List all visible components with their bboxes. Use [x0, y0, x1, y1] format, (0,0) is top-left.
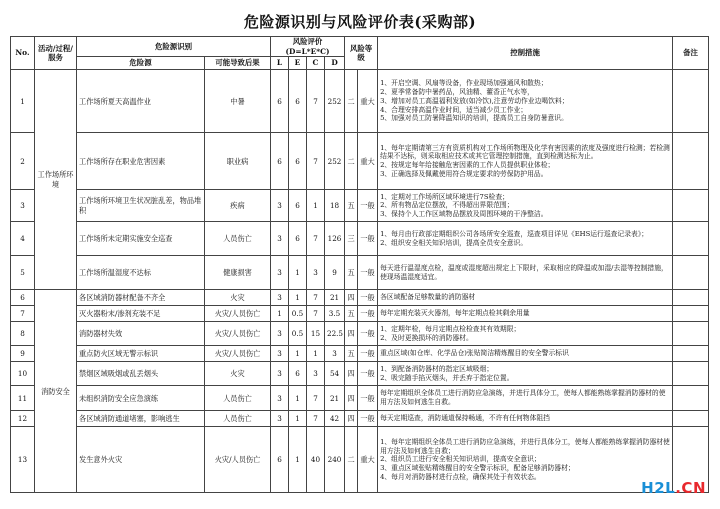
- control-measures: [378, 133, 673, 190]
- row-number: 6: [11, 290, 35, 306]
- hazard-cell: 禁烟区域吸烟或乱丢烟头: [77, 362, 205, 386]
- risk-level: 一般: [358, 290, 378, 306]
- risk-grade: 五: [345, 190, 358, 222]
- D-value: 3.5: [325, 306, 345, 322]
- table-row: [11, 256, 709, 290]
- L-value: 3: [271, 386, 289, 411]
- risk-level: 重大: [358, 133, 378, 190]
- control-line: 3、重点区域张贴精练醒目的安全警示标识，配备足够消防器材；: [380, 464, 575, 473]
- C-value: 7: [307, 290, 325, 306]
- risk-level: 重大: [358, 70, 378, 133]
- C-value: 3: [307, 362, 325, 386]
- control-line: 1、每年定期组织全体员工进行消防应急演练，并进行具体分工，使每人都能熟练掌握消防器材使用方法及如何逃生自救；: [380, 437, 670, 455]
- col-no-header: No.: [11, 37, 35, 70]
- E-value: 1: [289, 386, 307, 411]
- note-cell: [673, 322, 709, 346]
- row-number: 11: [11, 386, 35, 411]
- table-row: [11, 322, 709, 346]
- hazard-cell: 灭火器粉末/渗剂充装不足: [77, 306, 205, 322]
- watermark-logo: H2L.CN: [641, 479, 706, 497]
- control-line: 1、定期对工作场所区域环境进行7S检查；: [380, 192, 509, 201]
- L-value: 3: [271, 290, 289, 306]
- col-E-header: E: [289, 57, 307, 70]
- L-value: 3: [271, 346, 289, 362]
- hazard-cell: 消防器材失效: [77, 322, 205, 346]
- control-line: 1、每年定期请第三方有资质机构对工作场所物理及化学有害因素的浓度及强度进行检测；若检测结果不达标，则采取相应技术或其它管理控制措施，直到检测达标为止。: [380, 143, 670, 161]
- consequence-cell: 职业病: [205, 133, 271, 190]
- control-line: 4、合理安排高温作业时间，适当减少员工作业；: [380, 105, 528, 114]
- row-number: 5: [11, 256, 35, 290]
- L-value: 3: [271, 222, 289, 256]
- E-value: 1: [289, 290, 307, 306]
- risk-grade: 四: [345, 411, 358, 427]
- note-cell: [673, 346, 709, 362]
- E-value: 0.5: [289, 322, 307, 346]
- col-hazard-header: 危险源: [77, 57, 205, 70]
- hazard-cell: 工作场所环境卫生状况脏乱差，物品堆积: [77, 190, 205, 222]
- row-number: 8: [11, 322, 35, 346]
- consequence-cell: 疾病: [205, 190, 271, 222]
- note-cell: [673, 190, 709, 222]
- risk-level: 一般: [358, 386, 378, 411]
- table-row: [11, 346, 709, 362]
- risk-grade: 二: [345, 133, 358, 190]
- control-line: 5、加强对员工防暑降温知识的培训，提高员工自身防暑意识。: [380, 114, 568, 123]
- control-measures: [378, 190, 673, 222]
- L-value: 3: [271, 411, 289, 427]
- control-line: 每年定期充装灭火器剂，每年定期点检其剩余用量: [380, 309, 530, 318]
- risk-grade: 三: [345, 222, 358, 256]
- hazard-cell: 工作场所存在职业危害因素: [77, 133, 205, 190]
- table-row: [11, 70, 709, 133]
- consequence-cell: 火灾: [205, 362, 271, 386]
- control-measures: [378, 222, 673, 256]
- note-cell: [673, 133, 709, 190]
- row-number: 2: [11, 133, 35, 190]
- control-measures: [378, 256, 673, 290]
- table-row: [11, 190, 709, 222]
- col-activity-header: 活动/过程/服务: [35, 37, 77, 70]
- control-measures: [378, 290, 673, 306]
- control-line: 4、每月对消防器材进行点检，确保其处于有效状态。: [380, 472, 541, 481]
- control-line: 2、及时更换损坏的消防器材。: [380, 333, 473, 342]
- row-number: 4: [11, 222, 35, 256]
- control-line: 3、增加对员工高温福利发放(如冷饮),注意劳动作业边喝饮料；: [380, 96, 569, 105]
- risk-table-body: [11, 70, 709, 493]
- note-cell: [673, 306, 709, 322]
- hazard-cell: 工作场所温湿度不达标: [77, 256, 205, 290]
- E-value: 1: [289, 427, 307, 493]
- consequence-cell: 火灾/人员伤亡: [205, 306, 271, 322]
- row-number: 12: [11, 411, 35, 427]
- E-value: 1: [289, 346, 307, 362]
- D-value: 54: [325, 362, 345, 386]
- control-line: 重点区域(如仓库、化学品仓)张贴简洁精炼醒目的安全警示标识: [380, 349, 569, 358]
- E-value: 1: [289, 411, 307, 427]
- hazard-cell: 各区域消防器材配备不齐全: [77, 290, 205, 306]
- control-measures: [378, 322, 673, 346]
- risk-level: 一般: [358, 362, 378, 386]
- col-note-header: 备注: [673, 37, 709, 70]
- consequence-cell: 健康损害: [205, 256, 271, 290]
- control-line: 2、按规定每年给接触危害因素的工作人员提供职业体检；: [380, 161, 555, 170]
- E-value: 6: [289, 70, 307, 133]
- L-value: 1: [271, 306, 289, 322]
- control-measures: [378, 386, 673, 411]
- table-row: [11, 362, 709, 386]
- risk-level: 一般: [358, 346, 378, 362]
- hazard-cell: 工作场所未定期实施安全巡查: [77, 222, 205, 256]
- control-line: 2、组织员工进行安全相关知识培训，提高安全意识；: [380, 455, 541, 464]
- table-row: [11, 427, 709, 493]
- table-row: [11, 290, 709, 306]
- consequence-cell: 人员伤亡: [205, 411, 271, 427]
- risk-level: 一般: [358, 306, 378, 322]
- header-row-1: [11, 37, 709, 57]
- control-line: 2、组织安全相关知识培训，提高全员安全意识。: [380, 238, 528, 247]
- D-value: 21: [325, 290, 345, 306]
- row-number: 3: [11, 190, 35, 222]
- col-level-header: 风险等级: [345, 37, 378, 70]
- risk-table: [10, 36, 709, 493]
- consequence-cell: 中暑: [205, 70, 271, 133]
- control-line: 每天进行温湿度点检，温度或湿度超出规定上下限时，采取相应的降温或加湿/去湿等控制措施，使现场温湿度适宜。: [380, 263, 668, 281]
- C-value: 7: [307, 306, 325, 322]
- L-value: 6: [271, 70, 289, 133]
- control-measures: [378, 362, 673, 386]
- table-row: [11, 133, 709, 190]
- E-value: 6: [289, 190, 307, 222]
- consequence-cell: 人员伤亡: [205, 222, 271, 256]
- row-number: 9: [11, 346, 35, 362]
- D-value: 18: [325, 190, 345, 222]
- control-measures: [378, 346, 673, 362]
- control-line: 3、保持个人工作区域物品摆放及周围环境的干净整洁。: [380, 210, 548, 219]
- L-value: 3: [271, 256, 289, 290]
- activity-group: 消防安全: [35, 290, 77, 493]
- col-control-header: 控制措施: [378, 37, 673, 70]
- C-value: 7: [307, 222, 325, 256]
- note-cell: [673, 256, 709, 290]
- note-cell: [673, 411, 709, 427]
- control-line: 每年定期组织全体员工进行消防应急演练，并进行具体分工，使每人都能熟练掌握消防器材的使用方法及如何逃生自救。: [380, 389, 666, 407]
- control-measures: [378, 411, 673, 427]
- row-number: 10: [11, 362, 35, 386]
- control-line: 1、到配备消防器材的指定区域吸烟；: [380, 364, 494, 373]
- page-title: 危险源识别与风险评价表(采购部): [243, 13, 477, 31]
- risk-level: 一般: [358, 256, 378, 290]
- consequence-cell: 火灾/人员伤亡: [205, 346, 271, 362]
- col-L-header: L: [271, 57, 289, 70]
- control-line: 每天定期巡查，消防通道保持畅通，不许有任何物体阻挡: [380, 414, 550, 423]
- C-value: 7: [307, 411, 325, 427]
- L-value: 6: [271, 427, 289, 493]
- control-line: 2、夏季常备防中暑药品，风油精、藿香正气水等，: [380, 88, 534, 96]
- risk-grade: 五: [345, 256, 358, 290]
- control-line: 2、所有物品定位摆放，不得超出界限范围；: [380, 201, 514, 210]
- L-value: 6: [271, 133, 289, 190]
- col-hazard-group-header: 危险源识别: [77, 37, 271, 57]
- D-value: 9: [325, 256, 345, 290]
- col-D-header: D: [325, 57, 345, 70]
- table-row: [11, 411, 709, 427]
- consequence-cell: 人员伤亡: [205, 386, 271, 411]
- row-number: 7: [11, 306, 35, 322]
- D-value: 252: [325, 133, 345, 190]
- row-number: 13: [11, 427, 35, 493]
- col-consequence-header: 可能导致后果: [205, 57, 271, 70]
- C-value: 15: [307, 322, 325, 346]
- risk-grade: 四: [345, 386, 358, 411]
- note-cell: [673, 290, 709, 306]
- hazard-cell: 各区域消防通道堵塞，影响逃生: [77, 411, 205, 427]
- C-value: 40: [307, 427, 325, 493]
- C-value: 7: [307, 386, 325, 411]
- L-value: 3: [271, 190, 289, 222]
- risk-grade: 五: [345, 346, 358, 362]
- C-value: 1: [307, 190, 325, 222]
- E-value: 6: [289, 133, 307, 190]
- control-line: 3、正确选择及佩戴使用符合规定要求的劳保防护用品。: [380, 170, 548, 179]
- D-value: 240: [325, 427, 345, 493]
- control-line: 各区域配备足够数量的消防器材: [380, 293, 476, 302]
- risk-grade: 四: [345, 322, 358, 346]
- control-measures: [378, 306, 673, 322]
- consequence-cell: 火灾/人员伤亡: [205, 322, 271, 346]
- col-C-header: C: [307, 57, 325, 70]
- control-line: 1、开启空调、风扇等设备，作业现场加强通风和散热；: [380, 79, 548, 88]
- table-row: [11, 222, 709, 256]
- D-value: 126: [325, 222, 345, 256]
- E-value: 0.5: [289, 306, 307, 322]
- D-value: 252: [325, 70, 345, 133]
- control-measures: [378, 427, 673, 493]
- risk-level: 一般: [358, 222, 378, 256]
- D-value: 22.5: [325, 322, 345, 346]
- L-value: 3: [271, 322, 289, 346]
- control-line: 1、定期年检，每月定期点检检查其有效期限；: [380, 324, 521, 333]
- hazard-cell: 工作场所夏天高温作业: [77, 70, 205, 133]
- control-line: 1、每月由行政部定期组织公司各场所安全巡查，巡查项目详见《EHS运行巡查记录表》；: [380, 229, 649, 238]
- risk-grade: 二: [345, 70, 358, 133]
- D-value: 3: [325, 346, 345, 362]
- risk-grade: 二: [345, 427, 358, 493]
- consequence-cell: 火灾/人员伤亡: [205, 427, 271, 493]
- col-risk-eval-header: 风险评价(D=L*E*C): [271, 37, 345, 57]
- C-value: 7: [307, 70, 325, 133]
- activity-group: 工作场所环境: [35, 70, 77, 290]
- risk-level: 重大: [358, 427, 378, 493]
- risk-level: 一般: [358, 190, 378, 222]
- risk-grade: 四: [345, 362, 358, 386]
- C-value: 3: [307, 256, 325, 290]
- D-value: 42: [325, 411, 345, 427]
- note-cell: [673, 222, 709, 256]
- row-number: 1: [11, 70, 35, 133]
- hazard-cell: 未组织消防安全应急演练: [77, 386, 205, 411]
- table-row: [11, 306, 709, 322]
- E-value: 1: [289, 256, 307, 290]
- consequence-cell: 火灾: [205, 290, 271, 306]
- D-value: 21: [325, 386, 345, 411]
- L-value: 3: [271, 362, 289, 386]
- control-measures: [378, 70, 673, 133]
- risk-level: 一般: [358, 411, 378, 427]
- hazard-cell: 重点防火区域无警示标识: [77, 346, 205, 362]
- risk-grade: 四: [345, 290, 358, 306]
- C-value: 7: [307, 133, 325, 190]
- table-row: [11, 386, 709, 411]
- note-cell: [673, 362, 709, 386]
- control-line: 2、吸完随手掐灭烟头，并丢弃于指定位置。: [380, 373, 514, 382]
- note-cell: [673, 70, 709, 133]
- hazard-cell: 发生意外火灾: [77, 427, 205, 493]
- risk-grade: 五: [345, 306, 358, 322]
- note-cell: [673, 386, 709, 411]
- risk-level: 一般: [358, 322, 378, 346]
- C-value: 1: [307, 346, 325, 362]
- E-value: 6: [289, 362, 307, 386]
- E-value: 6: [289, 222, 307, 256]
